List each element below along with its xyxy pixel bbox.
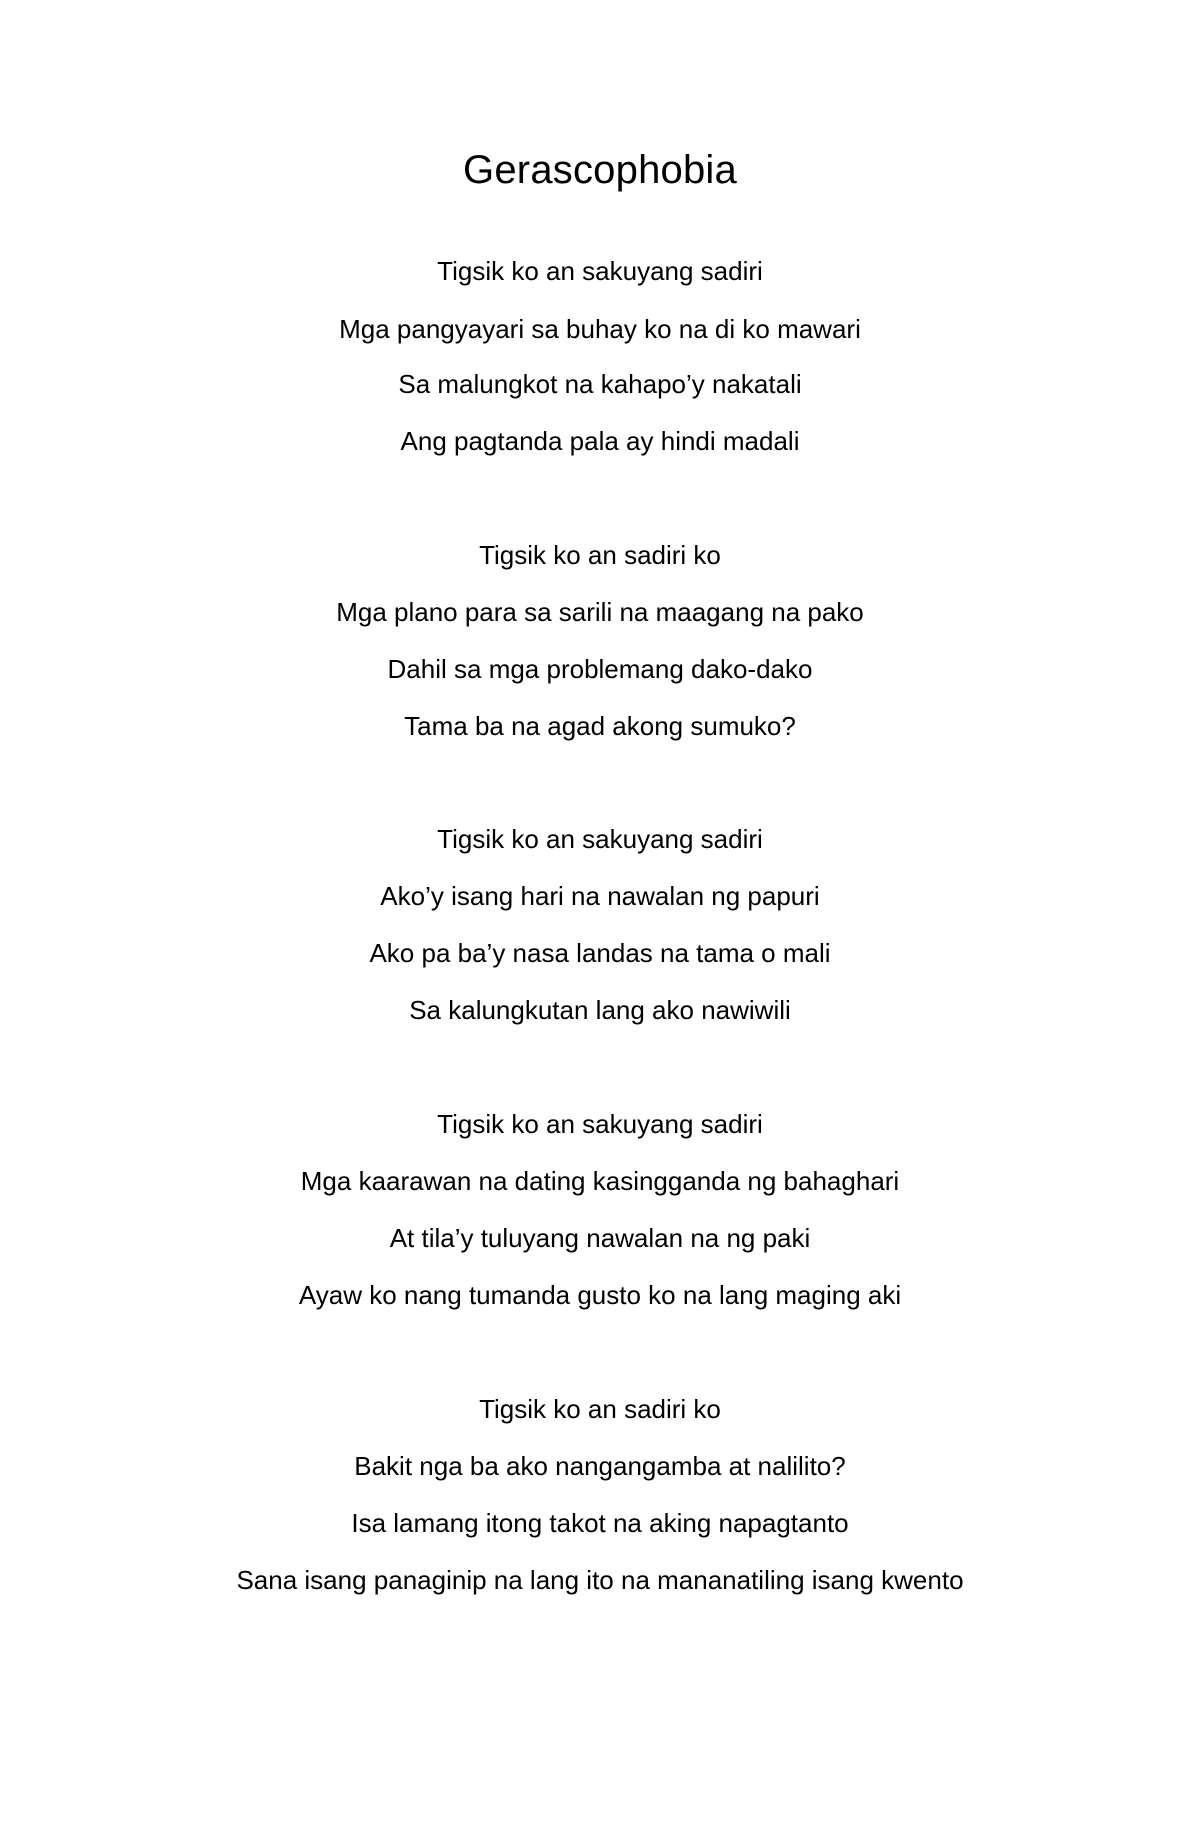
stanza-5-line-3: Isa lamang itong takot na aking napagtanto bbox=[351, 1508, 849, 1538]
stanza-4-line-2: Mga kaarawan na dating kasingganda ng bahaghari bbox=[300, 1166, 900, 1196]
stanza-2-line-2: Mga plano para sa sarili na maagang na pako bbox=[336, 597, 864, 627]
stanza-4-line-4: Ayaw ko nang tumanda gusto ko na lang maging aki bbox=[298, 1280, 902, 1310]
stanza-5-line-4: Sana isang panaginip na lang ito na mananatiling isang kwento bbox=[236, 1565, 964, 1595]
stanza-2-line-1: Tigsik ko an sadiri ko bbox=[479, 540, 721, 570]
stanza-3-line-4: Sa kalungkutan lang ako nawiwili bbox=[409, 995, 791, 1025]
stanza-2-line-4: Tama ba na agad akong sumuko? bbox=[404, 711, 796, 741]
stanza-3-line-3: Ako pa ba’y nasa landas na tama o mali bbox=[369, 938, 831, 968]
stanza-1-line-2: Mga pangyayari sa buhay ko na di ko mawari bbox=[339, 314, 861, 344]
stanza-1-line-4: Ang pagtanda pala ay hindi madali bbox=[400, 426, 800, 456]
stanza-1-line-3: Sa malungkot na kahapo’y nakatali bbox=[398, 369, 802, 399]
stanza-1-line-1: Tigsik ko an sakuyang sadiri bbox=[437, 256, 763, 286]
stanza-2-line-3: Dahil sa mga problemang dako-dako bbox=[387, 654, 813, 684]
poem-title: Gerascophobia bbox=[463, 148, 737, 192]
stanza-4-line-1: Tigsik ko an sakuyang sadiri bbox=[437, 1109, 763, 1139]
stanza-5-line-2: Bakit nga ba ako nangangamba at nalilito? bbox=[354, 1451, 846, 1481]
stanza-4-line-3: At tila’y tuluyang nawalan na ng paki bbox=[389, 1223, 811, 1253]
stanza-5-line-1: Tigsik ko an sadiri ko bbox=[479, 1394, 721, 1424]
stanza-3-line-2: Ako’y isang hari na nawalan ng papuri bbox=[380, 881, 820, 911]
stanza-3-line-1: Tigsik ko an sakuyang sadiri bbox=[437, 824, 763, 854]
